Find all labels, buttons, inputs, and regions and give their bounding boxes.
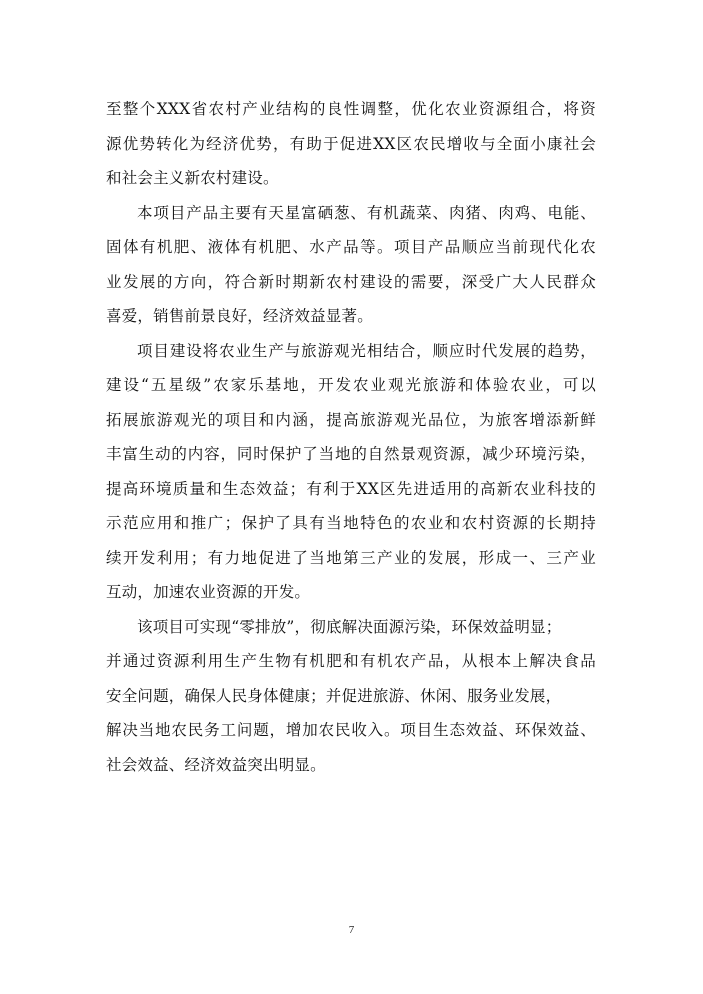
paragraph-1 bbox=[106, 92, 596, 196]
text-line: 提高环境质量和生态效益；有利于XX区先进适用的高新农业科技的 bbox=[106, 479, 596, 498]
text-line: 并通过资源利用生产生物有机肥和有机农产品，从根本上解决食品 bbox=[106, 652, 596, 670]
text-line: 源优势转化为经济优势，有助于促进XX区农民增收与全面小康社会 bbox=[106, 134, 596, 153]
text-line: 社会效益、经济效益突出明显。 bbox=[106, 755, 326, 774]
paragraph-4 bbox=[106, 610, 596, 783]
text-line: 安全问题，确保人民身体健康；并促进旅游、休闲、服务业发展， bbox=[106, 686, 562, 705]
paragraph-3 bbox=[106, 334, 596, 610]
text-line: 建设“五星级”农家乐基地，开发农业观光旅游和体验农业，可以 bbox=[106, 376, 596, 394]
text-line: 项目建设将农业生产与旅游观光相结合，顺应时代发展的趋势， bbox=[137, 341, 596, 360]
text-line: 本项目产品主要有天星富硒葱、有机蔬菜、肉猪、肉鸡、电能、 bbox=[137, 203, 596, 222]
text-line: 业发展的方向，符合新时期新农村建设的需要，深受广大人民群众 bbox=[106, 272, 596, 291]
text-line: 固体有机肥、液体有机肥、水产品等。项目产品顺应当前现代化农 bbox=[106, 238, 596, 256]
text-line: 续开发利用；有力地促进了当地第三产业的发展，形成一、三产业 bbox=[106, 548, 596, 567]
text-line: 和社会主义新农村建设。 bbox=[106, 169, 279, 187]
text-line: 解决当地农民务工问题，增加农民收入。项目生态效益、环保效益、 bbox=[106, 721, 596, 739]
text-line: 喜爱，销售前景良好，经济效益显著。 bbox=[106, 307, 373, 325]
text-line: 拓展旅游观光的项目和内涵，提高旅游观光品位，为旅客增添新鲜 bbox=[106, 410, 596, 429]
page-number: 7 bbox=[348, 924, 355, 936]
paragraph-2 bbox=[106, 196, 596, 334]
body-text bbox=[106, 92, 596, 782]
text-line: 示范应用和推广；保护了具有当地特色的农业和农村资源的长期持 bbox=[106, 514, 596, 532]
text-line: 该项目可实现“零排放”，彻底解决面源污染，环保效益明显； bbox=[137, 617, 562, 636]
text-line: 互动，加速农业资源的开发。 bbox=[106, 583, 311, 601]
text-line: 丰富生动的内容，同时保护了当地的自然景观资源，减少环境污染， bbox=[106, 445, 596, 463]
text-line: 至整个XXX省农村产业结构的良性调整，优化农业资源组合，将资 bbox=[106, 100, 596, 118]
